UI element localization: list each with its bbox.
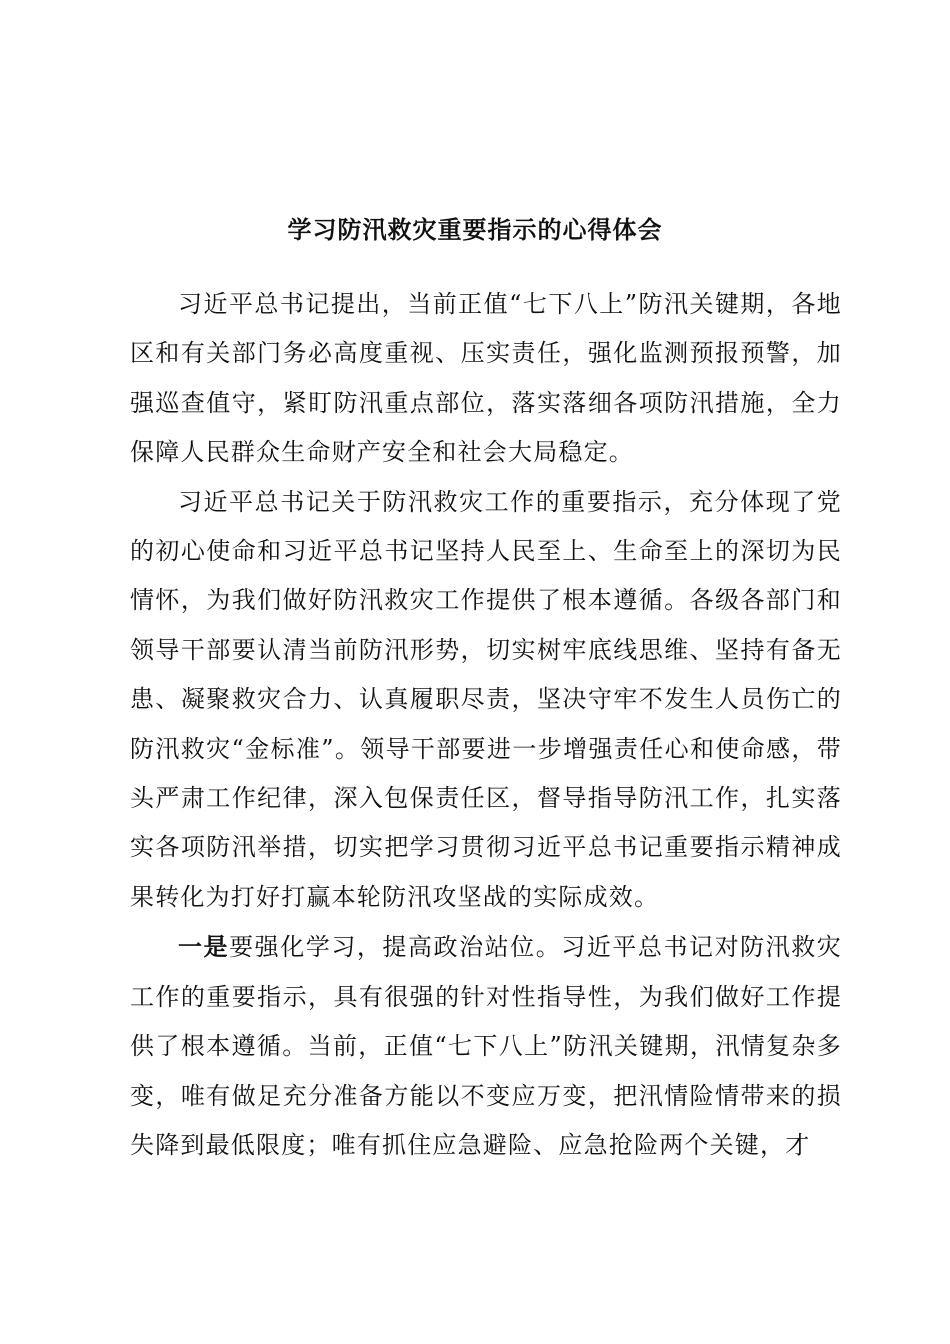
paragraph-2-text: 习近平总书记关于防汛救灾工作的重要指示，充分体现了党的初心使命和习近平总书记坚持人民至上、生命至上的深切为民情怀，为我们做好防汛救灾工作提供了根本遵循。各级各部门和领导干部要认清当前防汛形势，切实树牢底线思维、坚持有备无患、凝聚救灾合力、认真履职尽责，坚决守牢不发生人员伤亡的防汛救灾“金标准”。领导干部要进一步增强责任心和使命感，带头严肃工作纪律，深入包保责任区，督导指导防汛工作，扎实落实各项防汛举措，切实把学习贯彻习近平总书记重要指示精神成果转化为打好打赢本轮防汛攻坚战的实际成效。 <box>130 487 842 911</box>
paragraph-3-lead: 一是 <box>178 932 230 962</box>
paragraph-2 <box>130 478 842 923</box>
paragraph-1-text: 习近平总书记提出，当前正值“七下八上”防汛关键期，各地区和有关部门务必高度重视、压实责任，强化监测预报预警，加强巡查值守，紧盯防汛重点部位，落实落细各项防汛措施，全力保障人民群众生命财产安全和社会大局稳定。 <box>130 290 842 467</box>
paragraph-1 <box>130 280 842 478</box>
paragraph-3-text: 要强化学习，提高政治站位。习近平总书记对防汛救灾工作的重要指示，具有很强的针对性指导性，为我们做好工作提供了根本遵循。当前，正值“七下八上”防汛关键期，汛情复杂多变，唯有做足充分准备方能以不变应万变，把汛情险情带来的损失降到最低限度；唯有抓住应急避险、应急抢险两个关键，才 <box>130 933 842 1159</box>
paragraph-3 <box>130 922 842 1170</box>
document-title: 学习防汛救灾重要指示的心得体会 <box>287 215 663 244</box>
document-body <box>130 280 842 1170</box>
